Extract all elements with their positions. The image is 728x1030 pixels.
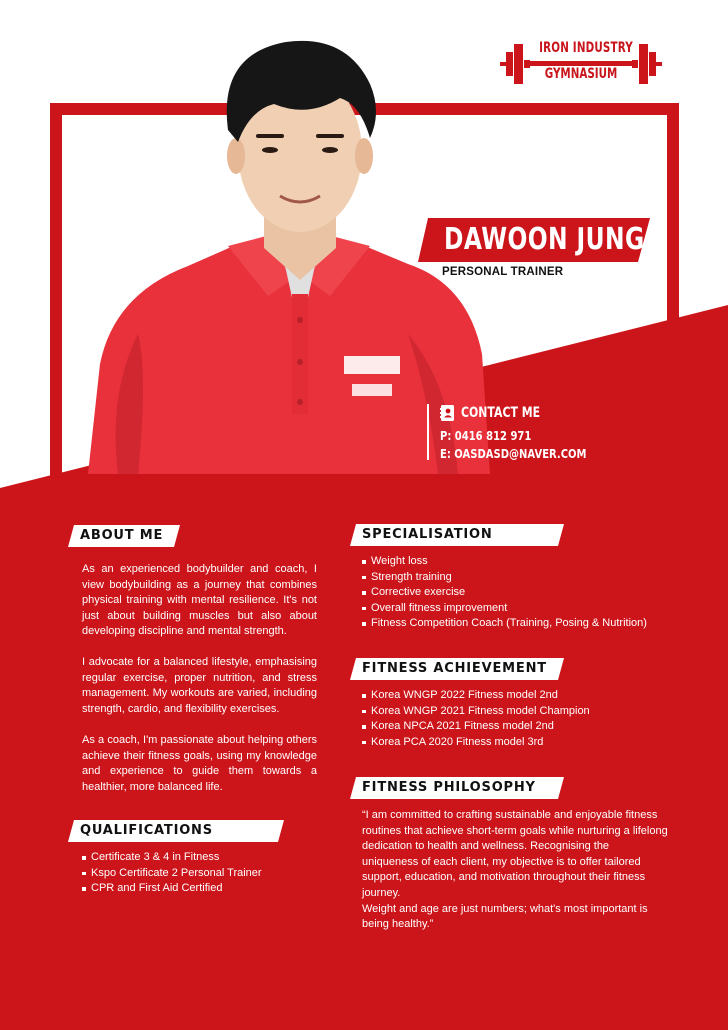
name-banner (418, 218, 650, 262)
specialisation-list (362, 554, 647, 632)
list-item: Fitness Competition Coach (Training, Posing & Nutrition) (362, 616, 647, 632)
list-item: Kspo Certificate 2 Personal Trainer (82, 866, 262, 882)
about-paragraph-3: As a coach, I'm passionate about helping others achieve their fitness goals, using my knowledge and experience to guide them towards a healthier, more balanced life. (82, 734, 317, 793)
list-item: Weight loss (362, 554, 647, 570)
trainer-name: DAWOON JUNG (444, 222, 645, 257)
philosophy-paragraph-2: Weight and age are just numbers; what's most important is being healthy.” (362, 902, 648, 931)
specialisation-header (350, 524, 564, 546)
contact-title: CONTACT ME (461, 405, 541, 421)
qualifications-title: QUALIFICATIONS (80, 823, 213, 838)
logo-line-1: IRON INDUSTRY (539, 40, 633, 56)
contact-divider (427, 404, 429, 460)
list-item: Korea WNGP 2022 Fitness model 2nd (362, 688, 590, 704)
about-title: ABOUT ME (80, 528, 164, 543)
philosophy-title: FITNESS PHILOSOPHY (362, 780, 536, 795)
gym-logo (500, 38, 662, 90)
achievement-list (362, 688, 590, 750)
achievement-title: FITNESS ACHIEVEMENT (362, 661, 547, 676)
philosophy-text (362, 808, 668, 933)
contact-phone: P: 0416 812 971 (440, 428, 532, 443)
list-item: Corrective exercise (362, 585, 647, 601)
list-item: Certificate 3 & 4 in Fitness (82, 850, 262, 866)
philosophy-paragraph-1: “I am committed to crafting sustainable and enjoyable fitness routines that achieve short-term goals while nurturing a lifelong dedication to health and wellness. Recognising the uniqueness of each client, my objective is to offer tailored support, education, and motivation throughout their fitness journey. (362, 809, 668, 899)
logo-line-2: GYMNASIUM (544, 66, 618, 82)
specialisation-title: SPECIALISATION (362, 527, 493, 542)
list-item: Korea NPCA 2021 Fitness model 2nd (362, 719, 590, 735)
trainer-role: PERSONAL TRAINER (442, 266, 564, 278)
qualifications-list (82, 850, 262, 897)
philosophy-header (350, 777, 564, 799)
list-item: Korea WNGP 2021 Fitness model Champion (362, 704, 590, 720)
list-item: CPR and First Aid Certified (82, 881, 262, 897)
contact-email: E: OASDASD@NAVER.COM (440, 446, 587, 461)
about-paragraph-1: As an experienced bodybuilder and coach, I view bodybuilding as a journey that combines physical training with mental resilience. It's not just about building muscles but also about developing discipline and mental strength. (82, 563, 317, 638)
list-item: Korea PCA 2020 Fitness model 3rd (362, 735, 590, 751)
achievement-header (350, 658, 564, 680)
list-item: Strength training (362, 570, 647, 586)
about-paragraph-2: I advocate for a balanced lifestyle, emphasising regular exercise, proper nutrition, and stress management. My workouts are varied, including strength, cardio, and flexibility exercises. (82, 656, 317, 715)
qualifications-header (68, 820, 284, 842)
contact-book-icon (440, 405, 454, 421)
list-item: Overall fitness improvement (362, 601, 647, 617)
about-header (68, 525, 180, 547)
